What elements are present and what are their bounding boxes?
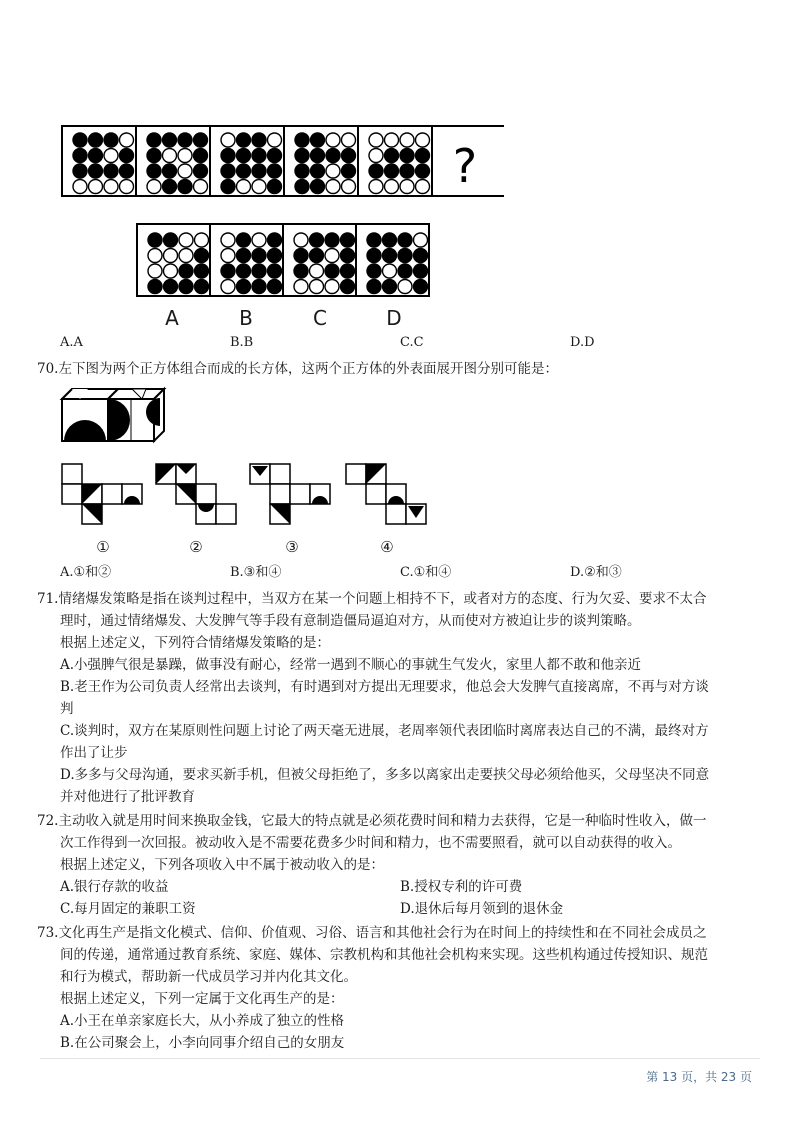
q70-option-a[interactable]: A.①和② — [60, 565, 112, 580]
q72-option-c[interactable]: C.每月固定的兼职工资 — [60, 901, 196, 917]
net-label-3: ③ — [285, 538, 299, 556]
q71-option-c[interactable]: C.谈判时，双方在某原则性问题上讨论了两天毫无进展，老周率领代表团临时离席表达自己的不满，最终对方 — [60, 723, 709, 739]
q70-option-d[interactable]: D.②和③ — [570, 565, 622, 580]
q73-option-a[interactable]: A.小王在单亲家庭长大，从小养成了独立的性格 — [60, 1013, 345, 1029]
q71-option-b-cont: 判 — [60, 701, 74, 717]
q70-stem: 70.左下图为两个正方体组合而成的长方体，这两个正方体的外表面展开图分别可能是： — [37, 361, 558, 377]
q73-line-3: 和行为模式，帮助新一代成员学习并内化其文化。 — [60, 969, 357, 985]
q69-option-b[interactable]: B.B — [230, 335, 254, 350]
q71-option-d-cont: 并对他进行了批评教育 — [60, 789, 195, 805]
net-label-1: ① — [96, 538, 110, 556]
q72-option-b[interactable]: B.授权专利的许可费 — [400, 879, 523, 895]
q70-nets-figure — [60, 462, 440, 534]
page-number: 第 13 页，共 23 页 — [646, 1070, 752, 1084]
question-mark: ? — [452, 139, 478, 193]
q73-line-1: 73.文化再生产是指文化模式、信仰、价值观、习俗、语言和其他社会行为在时间上的持续性和在不同社会成员之 — [37, 925, 707, 941]
q71-option-c-cont: 作出了让步 — [60, 745, 128, 761]
q73-line-4: 根据上述定义，下列一定属于文化再生产的是： — [60, 991, 344, 1007]
q70-option-b[interactable]: B.③和④ — [230, 565, 282, 580]
q69-answer-figure — [135, 222, 431, 298]
q69-option-a[interactable]: A.A — [60, 335, 83, 350]
q71-line-3: 根据上述定义，下列符合情绪爆发策略的是： — [60, 635, 330, 651]
q71-line-2: 理时，通过情绪爆发、大发脾气等手段有意制造僵局逼迫对方，从而使对方被迫让步的谈判策略。 — [60, 613, 641, 629]
answer-label-a: A — [165, 306, 179, 330]
q73-option-b[interactable]: B.在公司聚会上，小李向同事介绍自己的女朋友 — [60, 1035, 345, 1051]
net-label-2: ② — [189, 538, 203, 556]
q71-line-1: 71.情绪爆发策略是指在谈判过程中，当双方在某一个问题上相持不下，或者对方的态度、行为欠妥、要求不太合 — [37, 591, 707, 607]
q72-line-2: 次工作得到一次回报。被动收入是不需要花费多少时间和精力，也不需要照看，就可以自动获得的收入。 — [60, 835, 681, 851]
q69-option-c[interactable]: C.C — [400, 335, 424, 350]
q69-sequence-figure — [60, 124, 504, 198]
q71-option-d[interactable]: D.多多与父母沟通，要求买新手机，但被父母拒绝了，多多以离家出走要挟父母必须给他买，父母坚决不同意 — [60, 767, 710, 783]
footer-divider — [40, 1058, 760, 1059]
answer-label-d: D — [386, 306, 402, 330]
q72-option-a[interactable]: A.银行存款的收益 — [60, 879, 169, 895]
net-label-4: ④ — [380, 538, 394, 556]
q71-option-a[interactable]: A.小强脾气很是暴躁，做事没有耐心，经常一遇到不顺心的事就生气发火，家里人都不敢和他亲近 — [60, 657, 642, 673]
q70-cuboid-figure — [58, 386, 168, 444]
q72-option-d[interactable]: D.退休后每月领到的退休金 — [400, 901, 564, 917]
answer-label-b: B — [239, 306, 253, 330]
q71-option-b[interactable]: B.老王作为公司负责人经常出去谈判，有时遇到对方提出无理要求，他总会大发脾气直接离席，不再与对方谈 — [60, 679, 709, 695]
answer-label-c: C — [313, 306, 327, 330]
q72-line-1: 72.主动收入就是用时间来换取金钱，它最大的特点就是必须花费时间和精力去获得，它是一种临时性收入，做一 — [37, 813, 707, 829]
q70-option-c[interactable]: C.①和④ — [400, 565, 452, 580]
q69-option-d[interactable]: D.D — [570, 335, 595, 350]
q72-line-3: 根据上述定义，下列各项收入中不属于被动收入的是： — [60, 857, 384, 873]
q73-line-2: 间的传递，通常通过教育系统、家庭、媒体、宗教机构和其他社会机构来实现。这些机构通过传授知识、规范 — [60, 947, 708, 963]
